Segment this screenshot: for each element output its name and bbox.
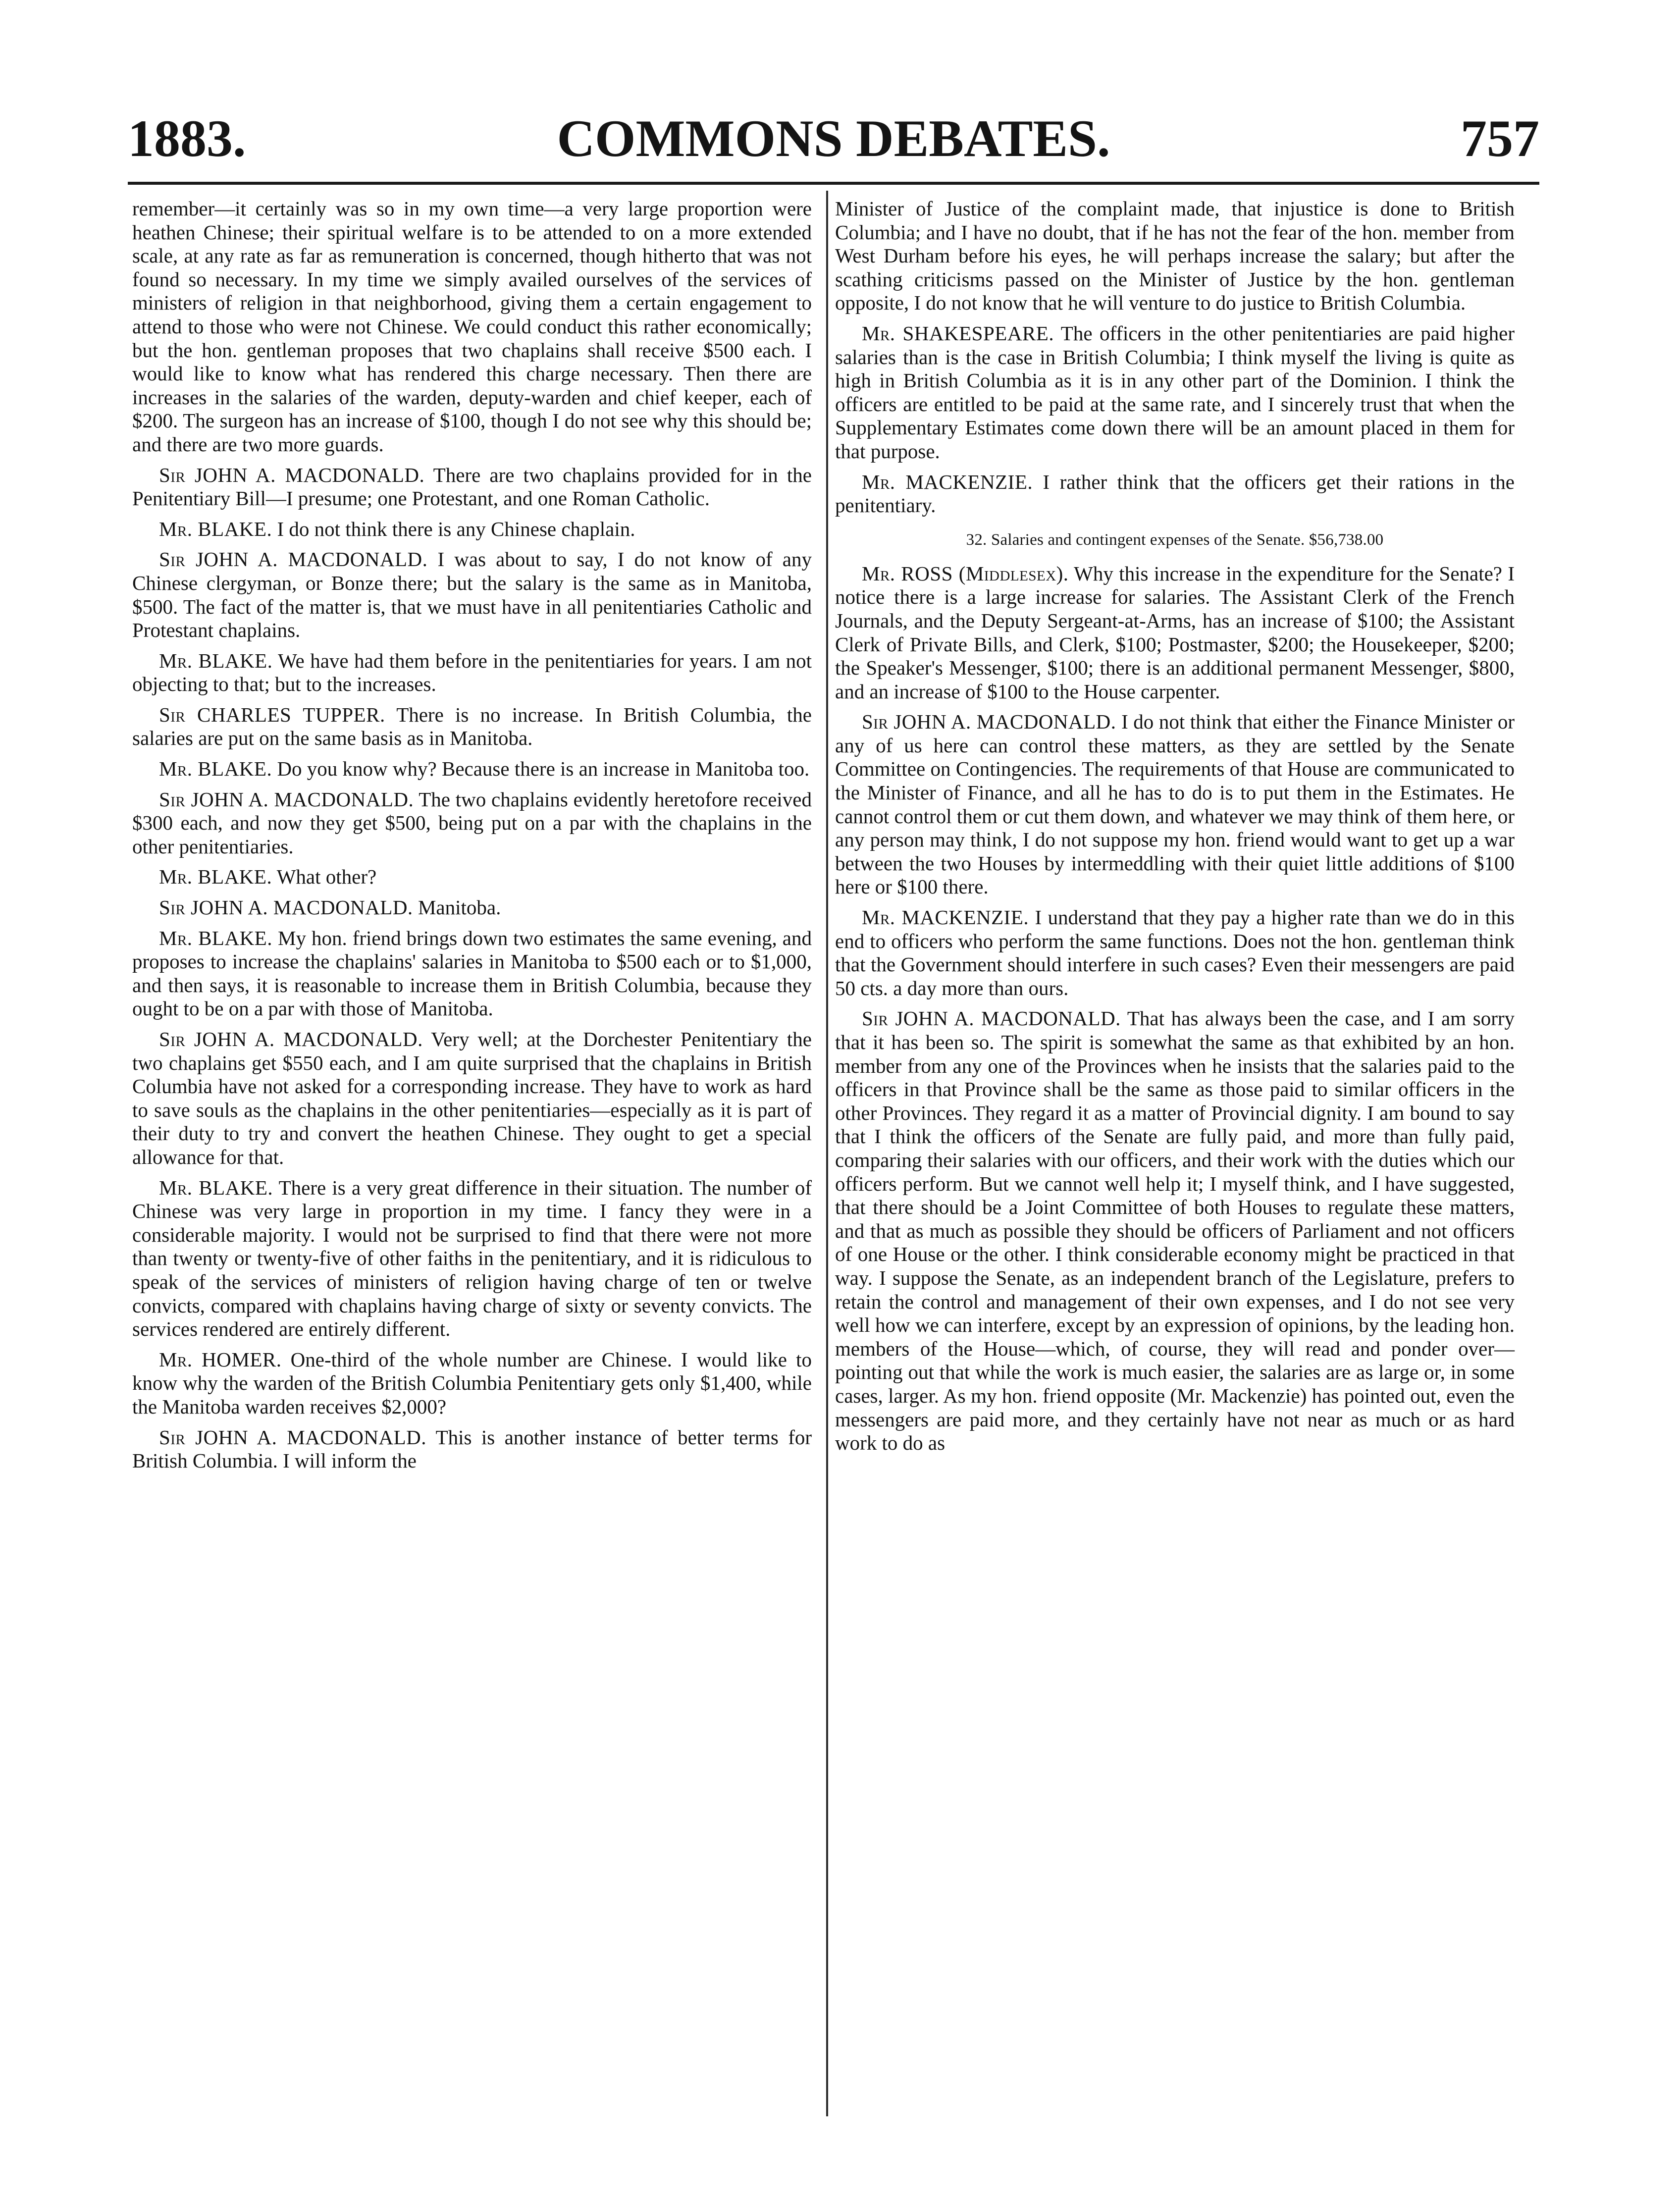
speech-text: The officers in the other penitentiaries are paid higher salaries than is the case in British Columbia; I think myself the living is quite as high in British Columbia as it is in any other part of the Dominion. I think the officers are entitled to be paid at the same rate, and I sincerely trust that when the Supplementary Estimates come down there will be an amount placed in them for that purpose.	[835, 321, 1515, 463]
speech-paragraph	[132, 548, 812, 642]
speech-paragraph	[835, 710, 1515, 899]
speaker-name: Mr. BLAKE.	[159, 649, 273, 672]
left-column	[132, 197, 812, 1480]
speaker-name: Sir JOHN A. MACDONALD.	[159, 463, 425, 486]
speaker-name: Mr. SHAKESPEARE.	[862, 321, 1054, 345]
speech-paragraph	[835, 562, 1515, 704]
speech-paragraph	[132, 927, 812, 1021]
speaker-name: Mr. MACKENZIE.	[862, 470, 1033, 493]
speaker-name: Mr. MACKENZIE.	[862, 906, 1029, 929]
speech-paragraph	[132, 649, 812, 696]
speaker-name: Sir JOHN A. MACDONALD.	[159, 548, 428, 571]
speech-text: There is no increase. In British Columbia, the salaries are put on the same basis as in Manitoba.	[132, 703, 812, 750]
speech-paragraph	[132, 703, 812, 750]
speaker-name: Sir JOHN A. MACDONALD.	[159, 787, 414, 811]
speech-text: Manitoba.	[418, 896, 501, 919]
speech-text: That has always been the case, and I am sorry that it has been so. The spirit is somewhat the same as that exhibited by an hon. member from any one of the Provinces when he insists that the salaries paid to the officers in that Province shall be the same as those paid to similar officers in the other Provinces. They regard it as a matter of Provincial dignity. I am bound to say that I think the officers of the Senate are fully paid, and more than fully paid, comparing their salaries with our officers, and their work with the duties which our officers perform. But we cannot well help it; I myself think, and I have suggested, that there should be a Joint Committee of both Houses to regulate these matters, and that as much as possible they should be officers of Parliament and not officers of one House or the other. I think considerable economy might be practiced in that way. I suppose the Senate, as an independent branch of the Legislature, prefers to retain the control and management of their own expenses, and I do not see very well how we can interfere, except by an expression of opinions, by the leading hon. members of the House—which, of course, they will read and ponder over—pointing out that while the work is much easier, the salaries are as large or, in some cases, larger. As my hon. friend opposite (Mr. Mackenzie) has pointed out, even the messengers are paid more, and they certainly have not near as much or as hard work to do as	[835, 1007, 1515, 1455]
speech-paragraph	[132, 1176, 812, 1341]
speech-text: I do not think that either the Finance Minister or any of us here can control these matters, as they are settled by the Senate Committee on Contingencies. The requirements of that House are communicated to the Minister of Finance, and all he has to do is to put them in the Estimates. He cannot control them or cut them down, and whatever we may think of them here, or any person may think, I do not suppose my hon. friend would want to get up a war between the two Houses by intermeddling with their quiet little additions of $100 here or $100 there.	[835, 710, 1515, 898]
speech-paragraph	[835, 322, 1515, 464]
header-year: 1883.	[128, 109, 246, 167]
speech-text: I was about to say, I do not know of any Chinese clergyman, or Bonze there; but the salary is the same as in Manitoba, $500. The fact of the matter is, that we must have in all penitentiaries Catholic and Protestant chaplains.	[132, 548, 812, 642]
speech-text: Very well; at the Dorchester Penitentiary the two chaplains get $550 each, and I am quite surprised that the chaplains in British Columbia have not asked for a corresponding increase. They have to work as hard to save souls as the chaplains in the other penitentiaries—especially as it is part of their duty to try and convert the heathen Chinese. They ought to get a special allowance for that.	[132, 1028, 812, 1168]
speech-text: I understand that they pay a higher rate than we do in this end to officers who perform the same functions. Does not the hon. gentleman think that the Government should interfere in such cases? Even their messengers are paid 50 cts. a day more than ours.	[835, 906, 1515, 999]
speech-text: This is another instance of better terms for British Columbia. I will inform the	[132, 1425, 812, 1472]
speech-paragraph	[132, 1028, 812, 1169]
speech-text: remember—it certainly was so in my own time—a very large proportion were heathen Chinese; their spiritual welfare is to be attended to on a more extended scale, at any rate as far as remuneration is concerned, though hitherto that was not found so necessary. In my time we simply availed ourselves of the services of ministers of religion in that neighborhood, giving them a certain engagement to attend to those who were not Chinese. We could conduct this rather economically; but the hon. gentleman proposes that two chaplains shall receive $500 each. I would like to know what has rendered this charge necessary. Then there are increases in the salaries of the warden, deputy-warden and chief keeper, each of $200. The surgeon has an increase of $100, though I do not see why this should be; and there are two more guards.	[132, 197, 812, 456]
speaker-name: Mr. HOMER.	[159, 1348, 282, 1371]
speaker-name: Mr. BLAKE.	[159, 926, 272, 949]
speech-paragraph	[132, 788, 812, 859]
estimate-item	[835, 529, 1515, 550]
speaker-name: Mr. BLAKE.	[159, 1176, 273, 1199]
speech-paragraph	[132, 1348, 812, 1419]
column-divider	[826, 191, 828, 2116]
header-title: COMMONS DEBATES.	[557, 109, 1110, 167]
page-header	[128, 106, 1539, 181]
speech-paragraph	[835, 197, 1515, 315]
speech-paragraph	[132, 757, 812, 781]
speech-text: We have had them before in the penitentiaries for years. I am not objecting to that; but to the increases.	[132, 649, 812, 696]
speaker-name: Mr. BLAKE.	[159, 517, 272, 540]
speaker-name: Sir JOHN A. MACDONALD.	[159, 896, 413, 919]
right-column	[835, 197, 1515, 1462]
speech-paragraph	[132, 896, 812, 920]
speaker-name: Sir JOHN A. MACDONALD.	[159, 1028, 423, 1050]
speech-text: The two chaplains evidently heretofore received $300 each, and now they get $500, being put on a par with the chaplains in the other penitentiaries.	[132, 787, 812, 858]
speaker-name: Sir CHARLES TUPPER.	[159, 703, 385, 726]
speech-paragraph	[132, 197, 812, 457]
speech-paragraph	[835, 906, 1515, 1000]
speaker-name: Sir JOHN A. MACDONALD.	[159, 1425, 426, 1449]
speech-text: I do not think there is any Chinese chaplain.	[277, 517, 635, 540]
speech-paragraph	[132, 518, 812, 541]
speaker-name: Mr. BLAKE.	[159, 865, 272, 889]
header-page-number: 757	[1461, 109, 1539, 167]
speech-text: One-third of the whole number are Chinese. I would like to know why the warden of the British Columbia Penitentiary gets only $1,400, while the Manitoba warden receives $2,000?	[132, 1348, 812, 1418]
speech-paragraph	[835, 471, 1515, 518]
speech-text: What other?	[276, 865, 377, 889]
speech-text: There is a very great difference in their situation. The number of Chinese was very large in proportion in my time. I fancy they were in a considerable majority. I would not be surprised to find that there were not more than twenty or twenty-five of other faiths in the penitentiary, and it is ridiculous to speak of the services of ministers of religion having charge of ten or twelve convicts, compared with chaplains having charge of sixty or seventy convicts. The services rendered are entirely different.	[132, 1176, 812, 1341]
speech-text: I rather think that the officers get their rations in the penitentiary.	[835, 470, 1515, 517]
speech-text: There are two chaplains provided for in the Penitentiary Bill—I presume; one Protestant, and one Roman Catholic.	[132, 463, 812, 510]
speech-paragraph	[132, 1426, 812, 1473]
speech-text: Do you know why? Because there is an increase in Manitoba too.	[277, 757, 810, 781]
speech-paragraph	[835, 1007, 1515, 1455]
speech-paragraph	[132, 464, 812, 511]
speaker-name: Mr. ROSS (Middlesex).	[862, 562, 1069, 585]
speech-text: My hon. friend brings down two estimates the same evening, and proposes to increase the chaplains' salaries in Manitoba to $500 each or to $1,000, and then says, it is reasonable to increase them in British Columbia, because they ought to be on a par with those of Manitoba.	[132, 926, 812, 1020]
speaker-name: Sir JOHN A. MACDONALD.	[862, 710, 1116, 734]
estimate-item-text: 32. Salaries and contingent expenses of the Senate. $56,738.00	[966, 530, 1384, 549]
speech-paragraph	[132, 865, 812, 889]
speaker-name: Sir JOHN A. MACDONALD.	[862, 1007, 1121, 1030]
speaker-name: Mr. BLAKE.	[159, 757, 272, 781]
header-rule	[128, 182, 1539, 185]
speech-text: Why this increase in the expenditure for the Senate? I notice there is a large increase for salaries. The Assistant Clerk of the French Journals, and the Deputy Sergeant-at-Arms, has an increase of $100; the Assistant Clerk of Private Bills, and Clerk, $100; Postmaster, $200; the Housekeeper, $200; the Speaker's Messenger, $100; there is an additional permanent Messenger, $800, and an increase of $100 to the House carpenter.	[835, 562, 1515, 703]
speech-text: Minister of Justice of the complaint made, that injustice is done to British Columbia; and I have no doubt, that if he has not the fear of the hon. member from West Durham before his eyes, he will perhaps increase the salary; but after the scathing criticisms passed on the Minister of Justice by the hon. gentleman opposite, I do not know that he will venture to do justice to British Columbia.	[835, 197, 1515, 315]
